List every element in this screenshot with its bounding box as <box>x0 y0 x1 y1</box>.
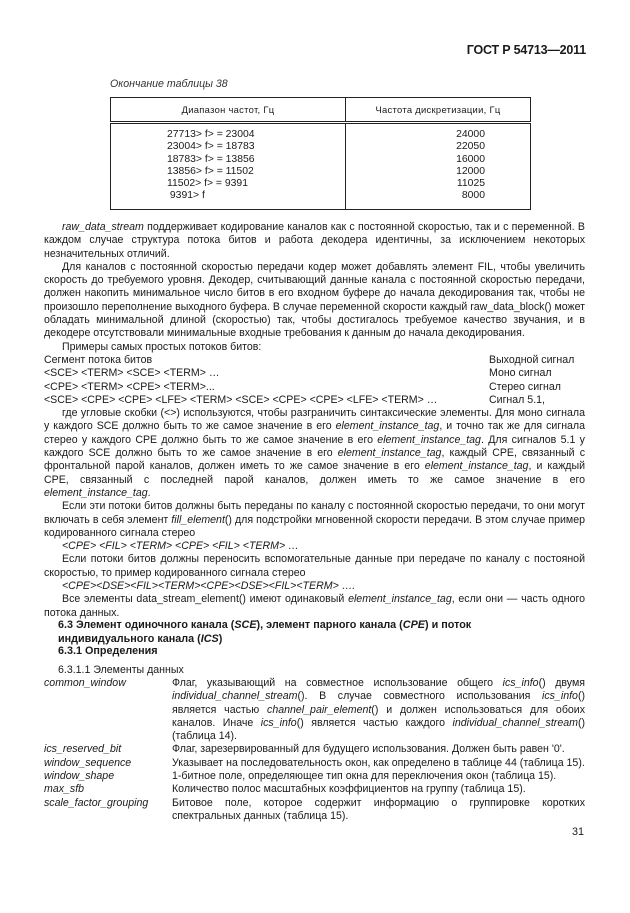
stream-segment: <CPE> <TERM> <CPE> <TERM>... <box>44 380 215 393</box>
code-term: individual_channel_stream <box>172 690 298 703</box>
heading-term: CPE <box>402 619 425 631</box>
code-term: individual_channel_stream <box>452 716 578 729</box>
paragraph-text: , и каждый CPE, связанный с последней парой каналов, должен иметь то же самое значение в его <box>44 460 585 486</box>
definition-term: max_sfb <box>44 783 85 796</box>
table-cell: 8000 <box>461 190 485 202</box>
heading-text: индивидуального канала ( <box>58 632 201 645</box>
heading-text: ) и поток <box>424 619 472 631</box>
section-heading-6-3-1: 6.3.1 Определения <box>58 645 158 657</box>
paragraph <box>44 407 585 500</box>
desc-text: () является частью каждого <box>296 716 453 729</box>
table-cell: 27713> f> = 23004 <box>167 129 255 140</box>
frequency-table <box>110 97 531 210</box>
definition-desc: Количество полос масштабных коэффициентов на группу (таблица 15). <box>172 783 526 796</box>
desc-text: () является частью <box>172 690 585 716</box>
desc-text: () и должен использоваться для обоих каналов. Иначе <box>172 703 585 729</box>
table-cell: 18783> f> = 13856 <box>167 153 255 165</box>
heading-term: SCE <box>234 619 257 631</box>
code-term: raw_data_stream <box>62 221 144 233</box>
column-header-sampling-rate: Частота дискретизации, Гц <box>346 98 531 123</box>
paragraph-text: поддерживает кодирование каналов как с постоянной скоростью, так и с переменной. В каждом случае структура потока битов и работа декодера идентичны, за исключением некоторых незначительных отличий. <box>44 221 585 260</box>
heading-text: ), элемент парного канала ( <box>256 619 403 631</box>
paragraph-text: . Для сигналов 5.1 у каждого SCE должно быть то же самое значение в его <box>44 433 585 460</box>
stream-row <box>44 354 585 367</box>
stream-output: Сигнал 5.1, <box>489 393 545 406</box>
paragraph <box>44 593 585 620</box>
page-number: 31 <box>571 826 584 838</box>
table-cell: 11025 <box>456 178 485 190</box>
stream-row <box>44 381 585 394</box>
stream-output: Выходной сигнал <box>489 353 575 366</box>
definition-desc <box>172 677 585 743</box>
code-term: element_instance_tag <box>377 433 481 446</box>
definition-term: common_window <box>44 677 126 689</box>
stream-segment: <SCE> <CPE> <CPE> <LFE> <TERM> <SCE> <CPE> <CPE> <LFE> <TERM> … <box>44 393 438 406</box>
paragraph-text: () для подстройки мгновенной скорости передачи. В этом случае пример кодированного сигнала стерео <box>44 513 586 539</box>
definition-term: window_sequence <box>44 756 132 769</box>
definitions-list <box>44 677 585 823</box>
code-term: element_instance_tag <box>337 447 442 460</box>
definition-term: scale_factor_grouping <box>44 796 149 809</box>
paragraph-text: , каждый CPE, связанный с фронтальной парой каналов, должен иметь то же самое значение в его <box>44 447 586 473</box>
paragraph-text: Если эти потоки битов должны быть переданы по каналу с постоянной скоростью передачи, то они могут включать в себя элемент <box>44 500 585 526</box>
definition-item <box>44 770 585 783</box>
code-example <box>44 580 585 593</box>
table-cell: 13856> f> = 11502 <box>167 165 254 177</box>
table-caption: Окончание таблицы 38 <box>110 78 228 90</box>
code-term: fill_element <box>171 513 225 526</box>
heading-text: ) <box>218 632 223 645</box>
table-cell: 11502> f> = 9391 <box>167 178 248 190</box>
code-example-text: <CPE> <FIL> <TERM> <CPE> <FIL> <TERM> … <box>62 540 299 553</box>
desc-text: Флаг, указывающий на совместное использование общего <box>172 677 503 689</box>
code-term: element_instance_tag <box>335 420 440 433</box>
paragraph: Для каналов с постоянной скоростью передачи кодер может добавлять элемент FIL, чтобы увеличить скорость до требуемого уровня. Декодер, считывающий данные канала с постоянной скоростью передачи, должен накопить минимальное число битов в его входном буфере до начала декодирования так, чтобы не произошло переполнение выходного буфера. В случае переменной скорости каждый raw_data_block() может обладать минимальной длиной (скоростью) так, чтобы достигалось требуемое качество звучания, и в декодере отсутствовали минимальные входные требования к данным до начала декодирования. <box>44 260 585 340</box>
desc-text: () (таблица 14). <box>172 716 585 743</box>
stream-segment: Сегмент потока битов <box>44 353 153 366</box>
code-term: ics_info <box>260 716 297 729</box>
stream-row <box>44 367 585 380</box>
stream-output: Моно сигнал <box>489 367 552 380</box>
sampling-rate-cell <box>346 123 531 210</box>
frequency-range-cell <box>111 123 346 210</box>
desc-text: () двумя <box>538 677 585 689</box>
definition-item <box>44 743 585 756</box>
definition-desc: Указывает на последовательность окон, как определено в таблице 44 (таблица 15). <box>172 756 585 769</box>
definition-item <box>44 797 585 824</box>
paragraph-text: Все элементы data_stream_element() имеют одинаковый <box>62 593 349 606</box>
code-term: element_instance_tag <box>44 486 148 499</box>
code-example <box>44 540 585 553</box>
paragraph: Если потоки битов должны переносить вспомогательные данные при передаче по каналу с постояной скоростью, то пример кодированного сигнала стерео <box>44 553 585 579</box>
stream-row <box>44 394 585 407</box>
paragraph-text: , если они — часть одного потока данных. <box>44 593 585 619</box>
definition-desc: Флаг, зарезервированный для будущего использования. Должен быть равен '0'. <box>172 743 565 756</box>
definition-term: ics_reserved_bit <box>44 743 122 756</box>
stream-examples <box>44 354 585 407</box>
stream-segment: <SCE> <TERM> <SCE> <TERM> … <box>44 367 220 380</box>
code-term: ics_info <box>542 690 578 703</box>
paragraph-text: где угловые скобки (<>) используются, чтобы разграничить синтаксические элементы. Для моно сигнала у каждого SCE должно быть то же самое значение в его <box>44 407 585 433</box>
table-cell: 24000 <box>456 129 485 140</box>
paragraph-text: . <box>147 486 151 499</box>
body-text <box>44 221 585 620</box>
table-cell: 9391> f <box>167 190 205 202</box>
definition-item <box>44 757 585 770</box>
definition-desc: 1-битное поле, определяющее тип окна для переключения окон (таблица 15). <box>172 770 557 783</box>
definition-item <box>44 783 585 796</box>
document-id: ГОСТ Р 54713—2011 <box>466 43 586 57</box>
code-term: element_instance_tag <box>424 460 529 473</box>
desc-text: (). В случае совместного использования <box>297 690 543 703</box>
section-heading-6-3-1-1: 6.3.1.1 Элементы данных <box>58 664 184 676</box>
definition-term: window_shape <box>44 770 115 783</box>
table-cell: 16000 <box>456 153 485 165</box>
paragraph <box>44 500 585 540</box>
table-cell: 23004> f> = 18783 <box>167 141 255 153</box>
section-heading-6-3 <box>58 619 471 646</box>
code-term: element_instance_tag <box>348 593 452 606</box>
heading-text: 6.3 Элемент одиночного канала ( <box>58 619 235 631</box>
table-cell: 22050 <box>456 141 485 153</box>
stream-output: Стерео сигнал <box>489 380 561 393</box>
code-term: channel_pair_element <box>267 703 372 716</box>
definition-item <box>44 677 585 743</box>
code-term: ics_info <box>502 677 539 689</box>
heading-term: ICS <box>200 632 219 645</box>
definition-desc: Битовое поле, которое содержит информацию о группировке коротких спектральных данных (таблица 15). <box>172 796 585 822</box>
code-example-text: <CPE><DSE><FIL><TERM><CPE><DSE><FIL><TERM> …. <box>62 580 356 593</box>
paragraph: Примеры самых простых потоков битов: <box>62 340 262 353</box>
paragraph-text: , и точно так же для сигнала стерео у каждого CPE должно быть то же самое значение в его <box>44 420 586 446</box>
table-cell: 12000 <box>456 165 485 177</box>
paragraph <box>44 221 585 261</box>
column-header-frequency-range: Диапазон частот, Гц <box>111 98 346 123</box>
